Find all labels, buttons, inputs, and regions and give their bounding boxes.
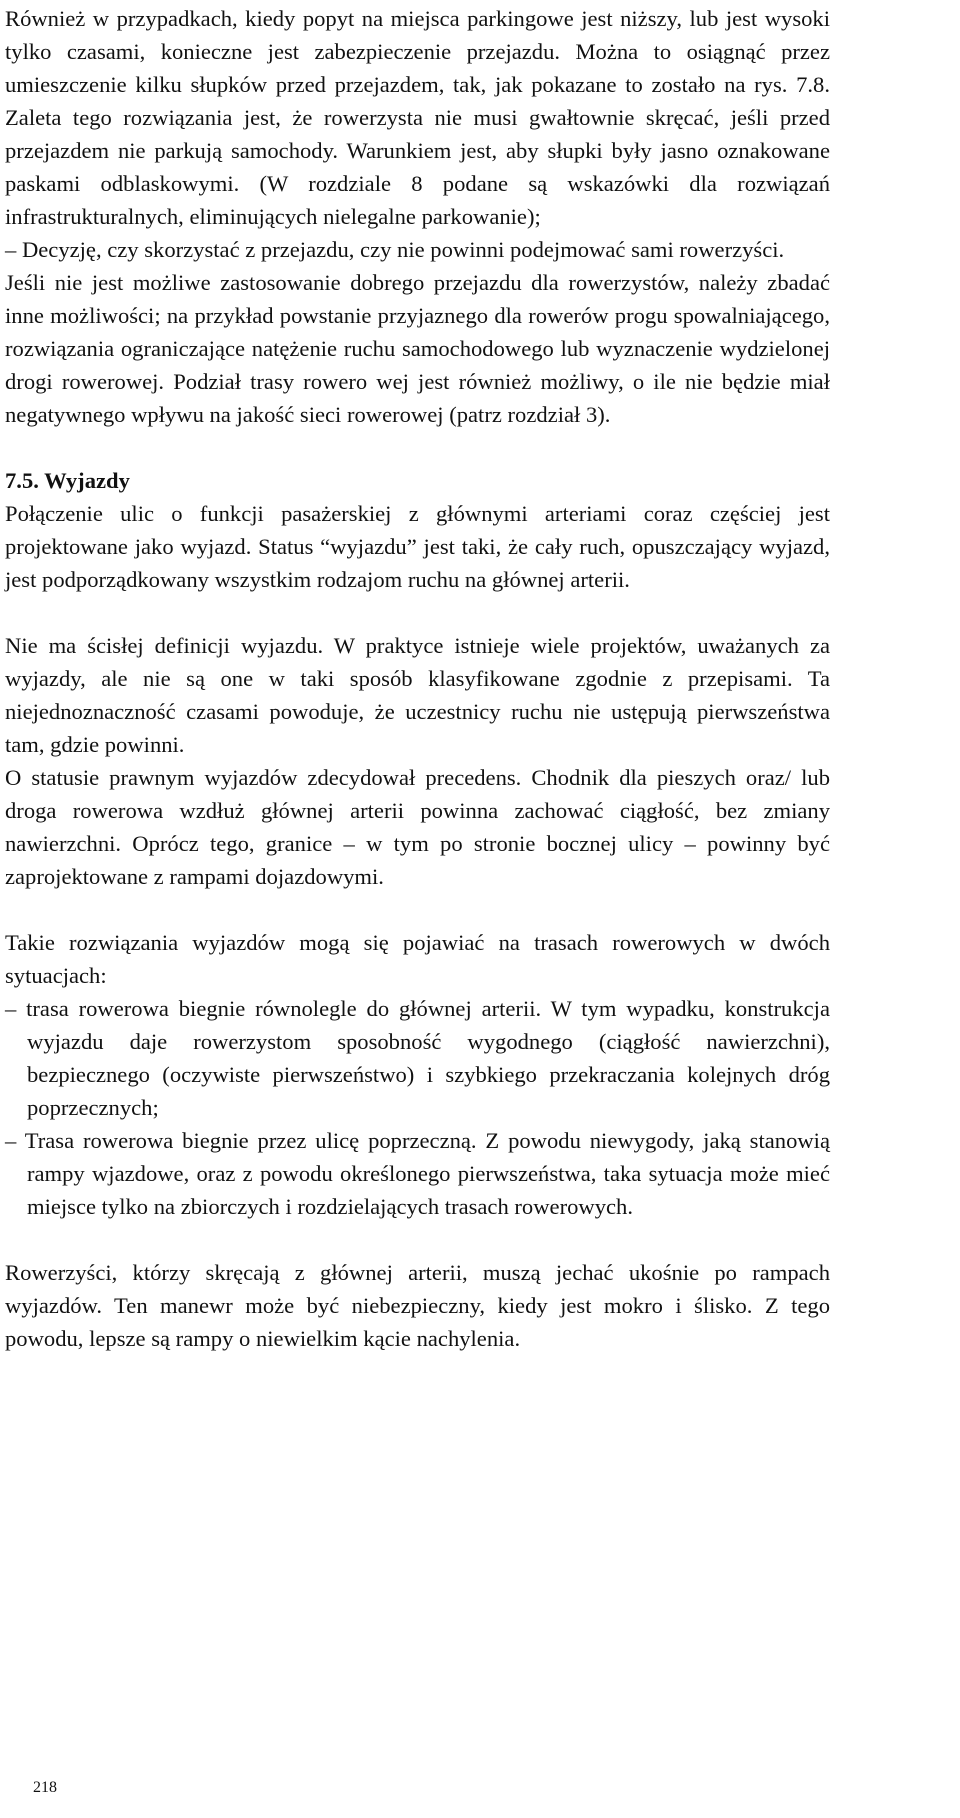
paragraph-legal-status: O statusie prawnym wyjazdów zdecydował precedens. Chodnik dla pieszych oraz/ lub droga rowerowa wzdłuż głównej arterii powinna zachować ciągłość, bez zmiany nawierzchni. Oprócz tego, granice – w tym po stronie bocznej ulicy – powinny być zaprojektowane z rampami dojazdowymi. (5, 765, 830, 889)
document-body (5, 2, 830, 1355)
paragraph-exit-definition: Połączenie ulic o funkcji pasażerskiej z głównymi arteriami coraz częściej jest projektowane jako wyjazd. Status “wyjazdu” jest taki, że cały ruch, opuszczający wyjazd, jest podporządkowany wszystkim rodzajom ruchu na głównej arterii. (5, 501, 830, 592)
list-item-cyclist-decision: – Decyzję, czy skorzystać z przejazdu, czy nie powinni podejmować sami rowerzyści. (5, 237, 785, 262)
section-heading-wyjazdy: 7.5. Wyjazdy (5, 468, 130, 493)
paragraph-no-strict-definition: Nie ma ścisłej definicji wyjazdu. W praktyce istnieje wiele projektów, uważanych za wyjazdy, ale nie są one w taki sposób klasyfikowane zgodnie z przepisami. Ta niejednoznaczność czasami powoduje, że uczestnicy ruchu nie ustępują pierwszeństwa tam, gdzie powinni. (5, 633, 830, 757)
page-number: 218 (33, 1779, 57, 1796)
spacer (5, 893, 830, 926)
paragraph-ramps: Rowerzyści, którzy skręcają z głównej arterii, muszą jechać ukośnie po rampach wyjazdów. Ten manewr może być niebezpieczny, kiedy jest mokro i ślisko. Z tego powodu, lepsze są rampy o niewielkim kącie nachylenia. (5, 1260, 830, 1351)
paragraph-parking-bollards: Również w przypadkach, kiedy popyt na miejsca parkingowe jest niższy, lub jest wysoki tylko czasami, konieczne jest zabezpieczenie przejazdu. Można to osiągnąć przez umieszczenie kilku słupków przed przejazdem, tak, jak pokazane to zostało na rys. 7.8. Zaleta tego rozwiązania jest, że rowerzysta nie musi gwałtownie skręcać, jeśli przed przejazdem nie parkują samochody. Warunkiem jest, aby słupki były jasno oznakowane paskami odblaskowymi. (W rozdziale 8 podane są wskazówki dla rozwiązań infrastrukturalnych, eliminujących nielegalne parkowanie); (5, 6, 830, 229)
spacer (5, 431, 830, 464)
paragraph-alternatives: Jeśli nie jest możliwe zastosowanie dobrego przejazdu dla rowerzystów, należy zbadać inne możliwości; na przykład powstanie przyjaznego dla rowerów progu spowalniającego, rozwiązania ograniczające natężenie ruchu samochodowego lub wyznaczenie wydzielonej drogi rowerowej. Podział trasy rowero wej jest również możliwy, o ile nie będzie miał negatywnego wpływu na jakość sieci rowerowej (patrz rozdział 3). (5, 270, 830, 427)
list-item-crossing-route: – Trasa rowerowa biegnie przez ulicę poprzeczną. Z powodu niewygody, jaką stanowią rampy wjazdowe, oraz z powodu określonego pierwszeństwa, taka sytuacja może mieć miejsce tylko na zbiorczych i rozdzielających trasach rowerowych. (5, 1128, 830, 1219)
spacer (5, 1223, 830, 1256)
paragraph-two-situations: Takie rozwiązania wyjazdów mogą się pojawiać na trasach rowerowych w dwóch sytuacjach: (5, 930, 830, 988)
list-item-parallel-route: – trasa rowerowa biegnie równolegle do głównej arterii. W tym wypadku, konstrukcja wyjazdu daje rowerzystom sposobność wygodnego (ciągłość nawierzchni), bezpiecznego (oczywiste pierwszeństwo) i szybkiego przekraczania kolejnych dróg poprzecznych; (5, 996, 830, 1120)
spacer (5, 596, 830, 629)
